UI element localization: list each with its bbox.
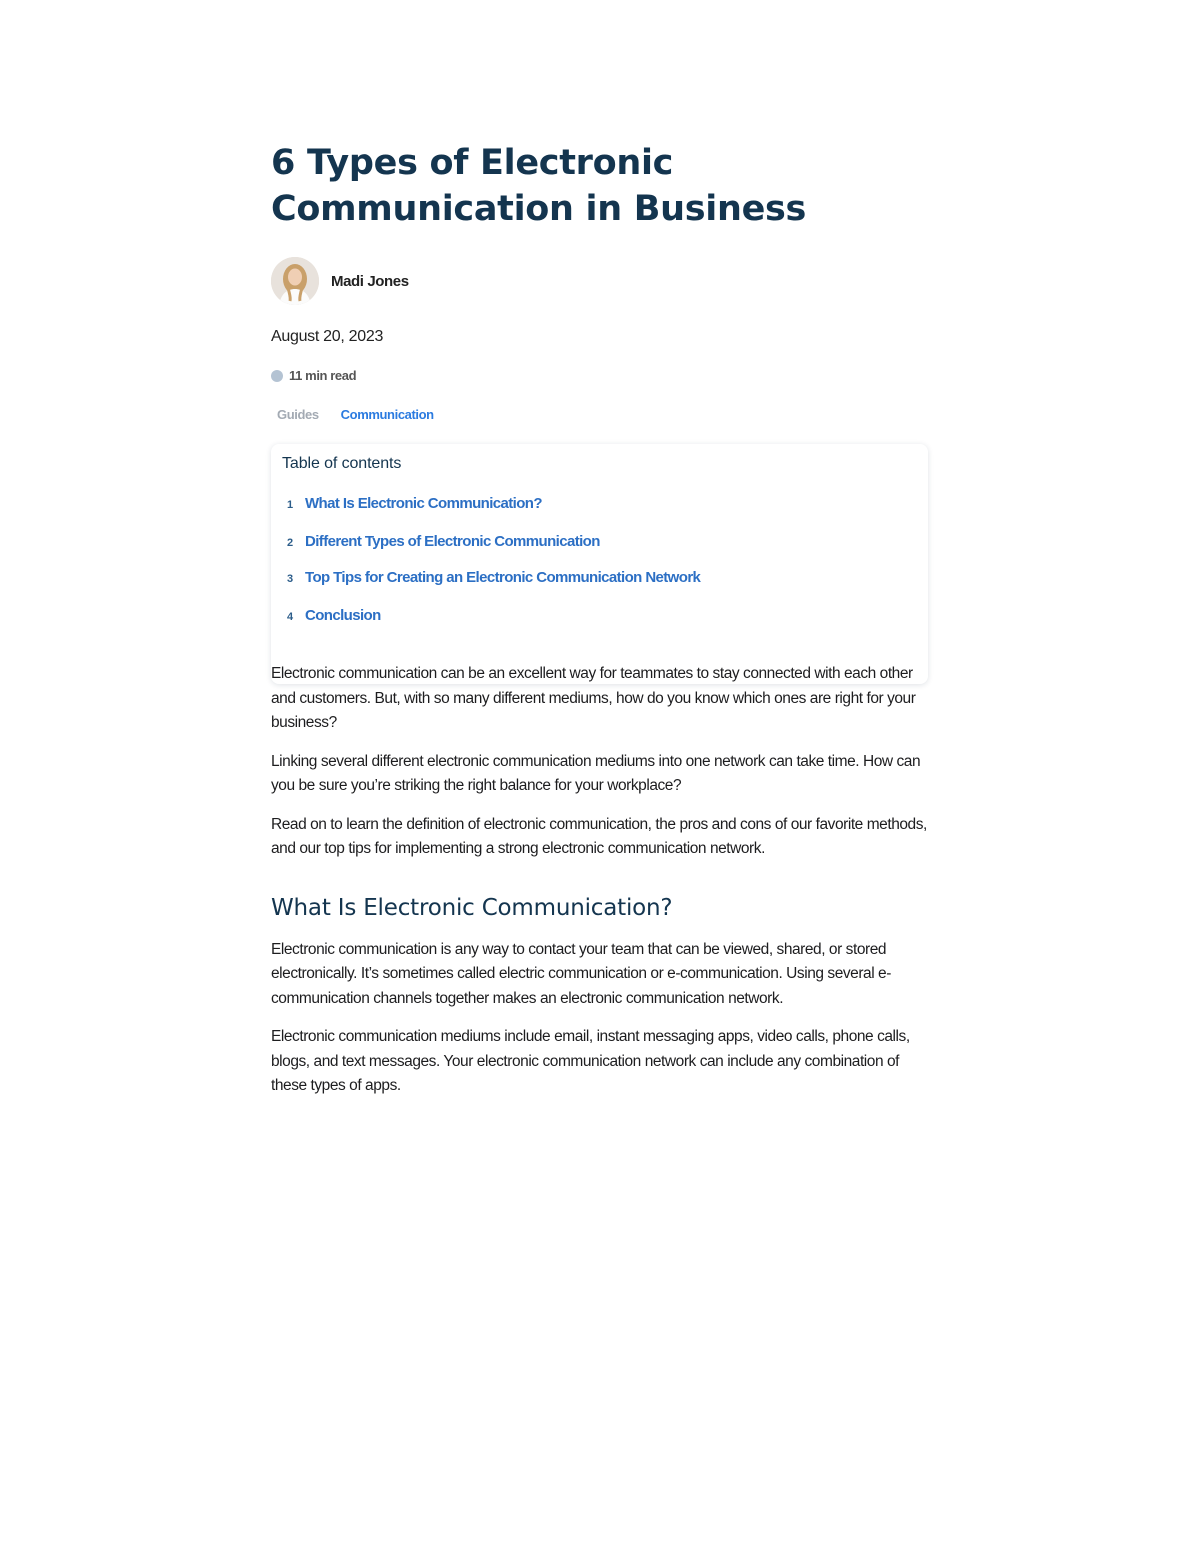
toc-link-conclusion[interactable]: Conclusion bbox=[305, 607, 381, 624]
toc-item-2[interactable] bbox=[287, 533, 600, 550]
intro-paragraph: Electronic communication can be an excellent way for teammates to stay connected with each other and customers. But, with so many different mediums, how do you know which ones are right for your business? bbox=[271, 665, 916, 731]
publish-date: August 20, 2023 bbox=[271, 328, 384, 345]
section-paragraph: Electronic communication is any way to contact your team that can be viewed, shared, or stored electronically. It’s sometimes called electric communication or e-communication. Using several e-communication channels together makes an electronic communication network. bbox=[271, 940, 891, 1007]
article-body bbox=[271, 662, 931, 1099]
toc-link-what-is[interactable]: What Is Electronic Communication? bbox=[305, 495, 542, 512]
clock-icon bbox=[271, 370, 283, 382]
toc-link-top-tips[interactable]: Top Tips for Creating an Electronic Communication Network bbox=[305, 569, 701, 586]
table-of-contents bbox=[271, 444, 928, 684]
toc-link-different-types[interactable]: Different Types of Electronic Communication bbox=[305, 533, 600, 550]
toc-title: Table of contents bbox=[282, 455, 402, 472]
read-time bbox=[271, 368, 931, 383]
toc-item-number: 2 bbox=[287, 537, 293, 549]
avatar[interactable] bbox=[271, 257, 319, 305]
article bbox=[271, 140, 931, 1113]
author-name[interactable]: Madi Jones bbox=[331, 272, 409, 290]
toc-item-number: 1 bbox=[287, 499, 293, 511]
toc-item-4[interactable] bbox=[287, 607, 381, 624]
tag-list bbox=[271, 407, 931, 422]
section-heading-what-is: What Is Electronic Communication? bbox=[271, 894, 673, 921]
read-time-label: 11 min read bbox=[289, 368, 357, 383]
author-photo-icon bbox=[271, 257, 319, 305]
section-paragraph: Electronic communication mediums include email, instant messaging apps, video calls, phone calls, blogs, and text messages. Your electronic communication network can include any combination of these types of apps. bbox=[271, 1028, 910, 1094]
toc-item-number: 3 bbox=[287, 573, 293, 585]
author-byline bbox=[271, 256, 931, 306]
toc-item-1[interactable] bbox=[287, 495, 542, 512]
intro-paragraph: Read on to learn the definition of electronic communication, the pros and cons of our favorite methods, and our top tips for implementing a strong electronic communication network. bbox=[271, 815, 927, 857]
intro-paragraph: Linking several different electronic communication mediums into one network can take time. How can you be sure you’re striking the right balance for your workplace? bbox=[271, 752, 921, 794]
tag-guides[interactable]: Guides bbox=[277, 407, 319, 422]
toc-item-3[interactable] bbox=[287, 569, 700, 586]
page-title: 6 Types of Electronic Communication in Business bbox=[271, 143, 807, 229]
tag-communication[interactable]: Communication bbox=[340, 407, 434, 422]
toc-item-number: 4 bbox=[287, 611, 293, 623]
